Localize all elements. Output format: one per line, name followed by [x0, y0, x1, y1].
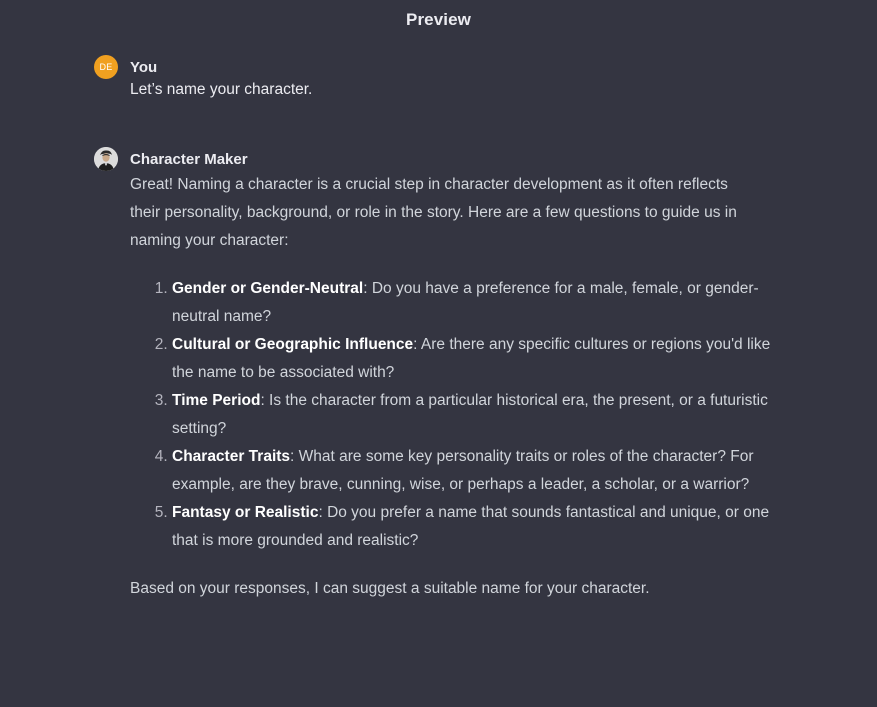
list-item-text: : Are there any specific cultures or regions you'd like the name to be associated with?	[172, 336, 771, 381]
list-item	[172, 443, 782, 499]
assistant-closing-text: Based on your responses, I can suggest a suitable name for your character.	[130, 580, 650, 597]
list-item	[172, 275, 782, 331]
list-item-term: Time Period	[172, 392, 261, 409]
user-message-text: Let’s name your character.	[130, 81, 313, 98]
list-item-term: Fantasy or Realistic	[172, 504, 319, 521]
portrait-icon	[94, 147, 118, 171]
list-item-text: : Is the character from a particular historical era, the present, or a futuristic setting?	[172, 392, 768, 437]
list-item	[172, 499, 782, 555]
list-item-text: : Do you have a preference for a male, female, or gender-neutral name?	[172, 280, 759, 325]
assistant-message-body	[130, 171, 771, 603]
list-item-text: : What are some key personality traits or roles of the character? For example, are they brave, cunning, wise, or perhaps a leader, a scholar, or a warrior?	[172, 448, 754, 493]
question-list	[130, 275, 782, 555]
assistant-author-name: Character Maker	[130, 150, 248, 168]
user-message-header	[94, 54, 744, 80]
preview-header	[0, 0, 877, 40]
user-message	[94, 54, 744, 102]
list-item	[172, 331, 782, 387]
list-item-text: : Do you prefer a name that sounds fantastical and unique, or one that is more grounded and realistic?	[172, 504, 770, 549]
assistant-message	[94, 146, 771, 603]
preview-title: Preview	[406, 10, 471, 29]
list-item-term: Gender or Gender-Neutral	[172, 280, 364, 297]
user-avatar-initials: DE	[99, 62, 113, 72]
assistant-intro-text: Great! Naming a character is a crucial step in character development as it often reflects their personality, background, or role in the story. Here are a few questions to guide us in naming your character:	[130, 176, 737, 249]
list-item	[172, 387, 782, 443]
list-item-term: Character Traits	[172, 448, 291, 465]
user-author-name: You	[130, 58, 158, 76]
character-portrait-icon	[94, 147, 118, 171]
list-item-term: Cultural or Geographic Influence	[172, 336, 414, 353]
user-avatar	[94, 55, 118, 79]
assistant-message-header	[94, 146, 744, 172]
